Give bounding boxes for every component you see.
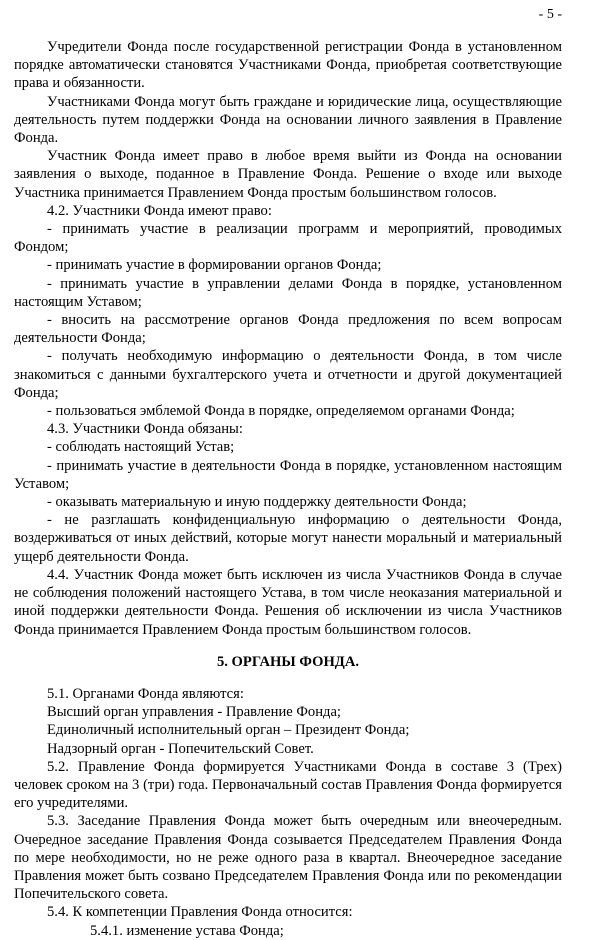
list-item: - принимать участие в формировании органов Фонда; [47, 257, 382, 274]
list-item: - соблюдать настоящий Устав; [47, 439, 235, 456]
clause-heading: 4.3. Участники Фонда обязаны: [47, 421, 243, 438]
paragraph: Участник Фонда имеет право в любое время выйти из Фонда на основании заявления о выходе, поданное в Правление Фонда. Решение о входе или выходе Участника принимается Правлением Фонда простым большинством голосов. [14, 148, 562, 201]
paragraph: 5.3. Заседание Правления Фонда может быть очередным или внеочередным. Очередное заседание Правления Фонда созывается Председателем Правления Фонда по мере необходимости, но не реже одного раза в квартал. Внеочередное заседание Правления может быть созвано Председателем Правления Фонда или по рекомендации Попечительского совета. [14, 813, 562, 903]
page-number: - 5 - [538, 7, 562, 22]
list-item: - не разглашать конфиденциальную информацию о деятельности Фонда, воздерживаться от иных действий, которые могут нанести моральный и материальный ущерб деятельности Фонда. [14, 512, 562, 565]
list-item: - оказывать материальную и иную поддержку деятельности Фонда; [47, 494, 467, 511]
document-body [14, 38, 562, 940]
list-item: Надзорный орган - Попечительский Совет. [47, 740, 314, 757]
list-item: - принимать участие в реализации программ и мероприятий, проводимых Фондом; [14, 221, 562, 256]
clause-heading: 4.2. Участники Фонда имеют право: [47, 202, 272, 219]
paragraph: 5.1. Органами Фонда являются: [47, 685, 244, 702]
subclause: 5.4.1. изменение устава Фонда; [90, 922, 284, 939]
paragraph: Учредители Фонда после государственной регистрации Фонда в установленном порядке автоматически становятся Участниками Фонда, приобретая соответствующие права и обязанности. [14, 39, 562, 92]
section-heading: 5. ОРГАНЫ ФОНДА. [216, 653, 360, 670]
list-item: Единоличный исполнительный орган – Президент Фонда; [47, 722, 410, 739]
paragraph: 5.2. Правление Фонда формируется Участниками Фонда в составе 3 (Трех) человек сроком на 3 (три) года. Первоначальный состав Правления Фонда формируется его учредителями. [14, 758, 562, 812]
paragraph: 4.4. Участник Фонда может быть исключен из числа Участников Фонда в случае не соблюдения положений настоящего Устава, в том числе неоказания материальной и иной поддержки деятельности Фонда. Решения об исключении из числа Участников Фонда принимается Правлением Фонда простым большинством голосов. [14, 566, 562, 638]
list-item: - пользоваться эмблемой Фонда в порядке, определяемом органами Фонда; [47, 403, 515, 420]
list-item: Высший орган управления - Правление Фонда; [47, 704, 341, 721]
list-item: - принимать участие в деятельности Фонда в порядке, установленном настоящим Уставом; [14, 457, 562, 492]
list-item: - вносить на рассмотрение органов Фонда предложения по всем вопросам деятельности Фонда; [14, 312, 562, 347]
list-item: - получать необходимую информацию о деятельности Фонда, в том числе знакомиться с данными бухгалтерского учета и отчетности и другой документацией Фонда; [14, 348, 562, 401]
paragraph: Участниками Фонда могут быть граждане и юридические лица, осуществляющие деятельность путем поддержки Фонда на основании личного заявления в Правление Фонда. [14, 93, 562, 147]
list-item: - принимать участие в управлении делами Фонда в порядке, установленном настоящим Уставом; [14, 275, 562, 310]
paragraph: 5.4. К компетенции Правления Фонда относится: [47, 904, 353, 921]
